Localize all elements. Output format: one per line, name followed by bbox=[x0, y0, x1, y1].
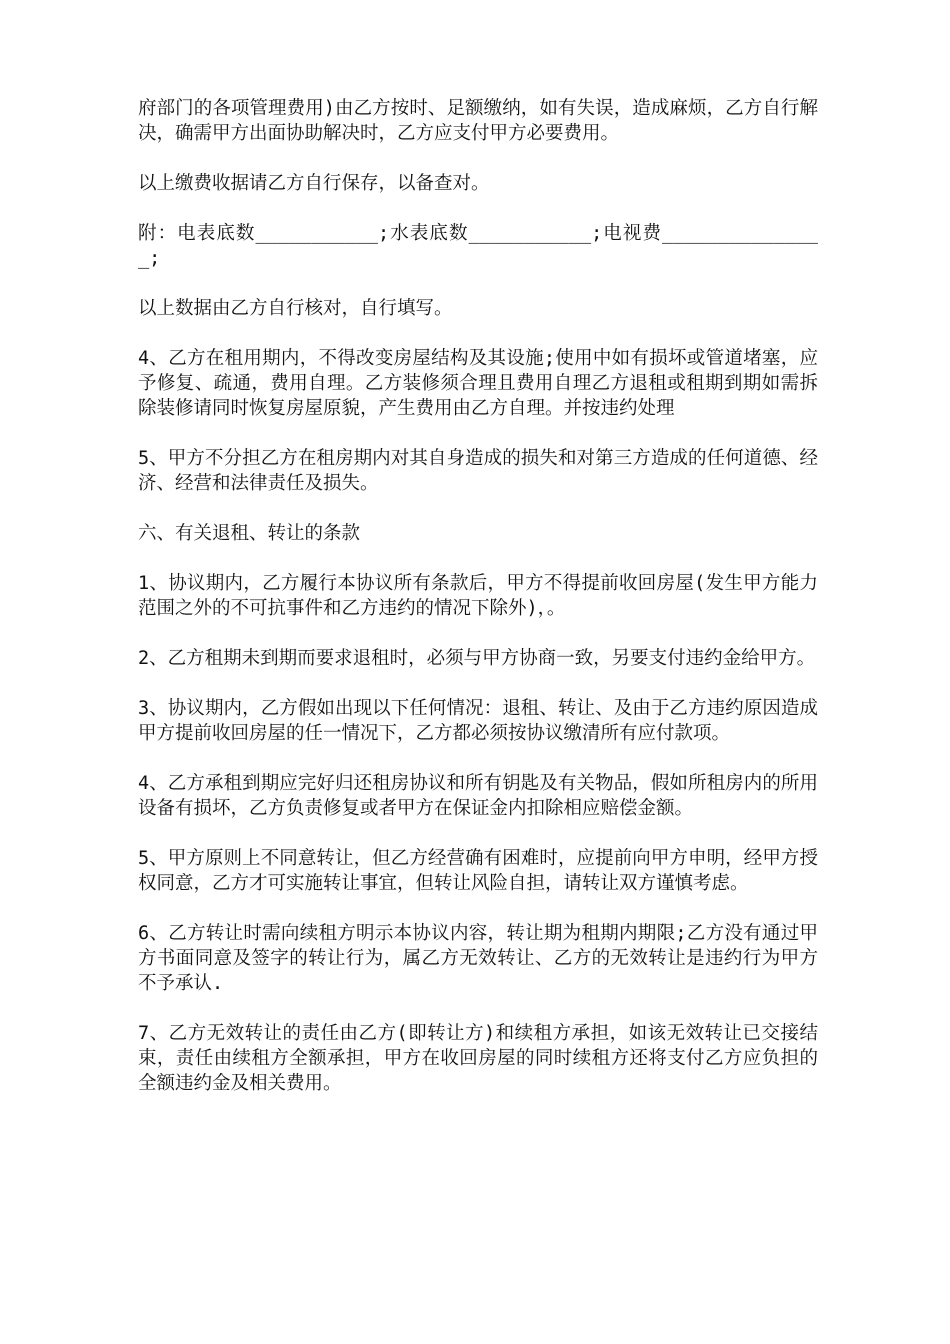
paragraph-receipts: 以上缴费收据请乙方自行保存，以备查对。 bbox=[138, 173, 490, 194]
clause-5-transfer: 5、甲方原则上不同意转让，但乙方经营确有困难时，应提前向甲方申明，经甲方授权同意，乙方才可实施转让事宜，但转让风险自担，请转让双方谨慎考虑。 bbox=[138, 848, 818, 894]
paragraph-self-check: 以上数据由乙方自行核对，自行填写。 bbox=[138, 298, 453, 319]
clause-5-liability: 5、甲方不分担乙方在租房期内对其自身造成的损失和对第三方造成的任何道德、经济、经营和法律责任及损失。 bbox=[138, 448, 818, 494]
section-heading-termination: 六、有关退租、转让的条款 bbox=[138, 523, 361, 544]
clause-6-invalid-transfer: 6、乙方转让时需向续租方明示本协议内容，转让期为租期内期限;乙方没有通过甲方书面同意及签字的转让行为，属乙方无效转让、乙方的无效转让是违约行为甲方不予承认. bbox=[138, 923, 818, 994]
paragraph-meter-readings: 附：电表底数___________;水表底数___________;电视费_______________; bbox=[138, 223, 818, 269]
clause-4-structure: 4、乙方在租用期内，不得改变房屋结构及其设施;使用中如有损坏或管道堵塞，应予修复、疏通，费用自理。乙方装修须合理且费用自理乙方退租或租期到期如需拆除装修请同时恢复房屋原貌，产生费用由乙方自理。并按违约处理 bbox=[138, 348, 818, 419]
document-body bbox=[138, 96, 818, 1121]
paragraph-fees-continued: 府部门的各项管理费用)由乙方按时、足额缴纳，如有失误，造成麻烦，乙方自行解决，确需甲方出面协助解决时，乙方应支付甲方必要费用。 bbox=[138, 98, 818, 144]
clause-4-return-items: 4、乙方承租到期应完好归还租房协议和所有钥匙及有关物品，假如所租房内的所用设备有损坏，乙方负责修复或者甲方在保证金内扣除相应赔偿金额。 bbox=[138, 773, 818, 819]
clause-3-settle-payments: 3、协议期内，乙方假如出现以下任何情况：退租、转让、及由于乙方违约原因造成甲方提前收回房屋的任一情况下，乙方都必须按协议缴清所有应付款项。 bbox=[138, 698, 818, 744]
clause-2-early-termination: 2、乙方租期未到期而要求退租时，必须与甲方协商一致，另要支付违约金给甲方。 bbox=[138, 648, 816, 669]
clause-1-no-early-recall: 1、协议期内，乙方履行本协议所有条款后，甲方不得提前收回房屋(发生甲方能力范围之外的不可抗事件和乙方违约的情况下除外)，。 bbox=[138, 573, 818, 619]
clause-7-transfer-responsibility: 7、乙方无效转让的责任由乙方(即转让方)和续租方承担，如该无效转让已交接结束，责任由续租方全额承担，甲方在收回房屋的同时续租方还将支付乙方应负担的全额违约金及相关费用。 bbox=[138, 1023, 818, 1094]
